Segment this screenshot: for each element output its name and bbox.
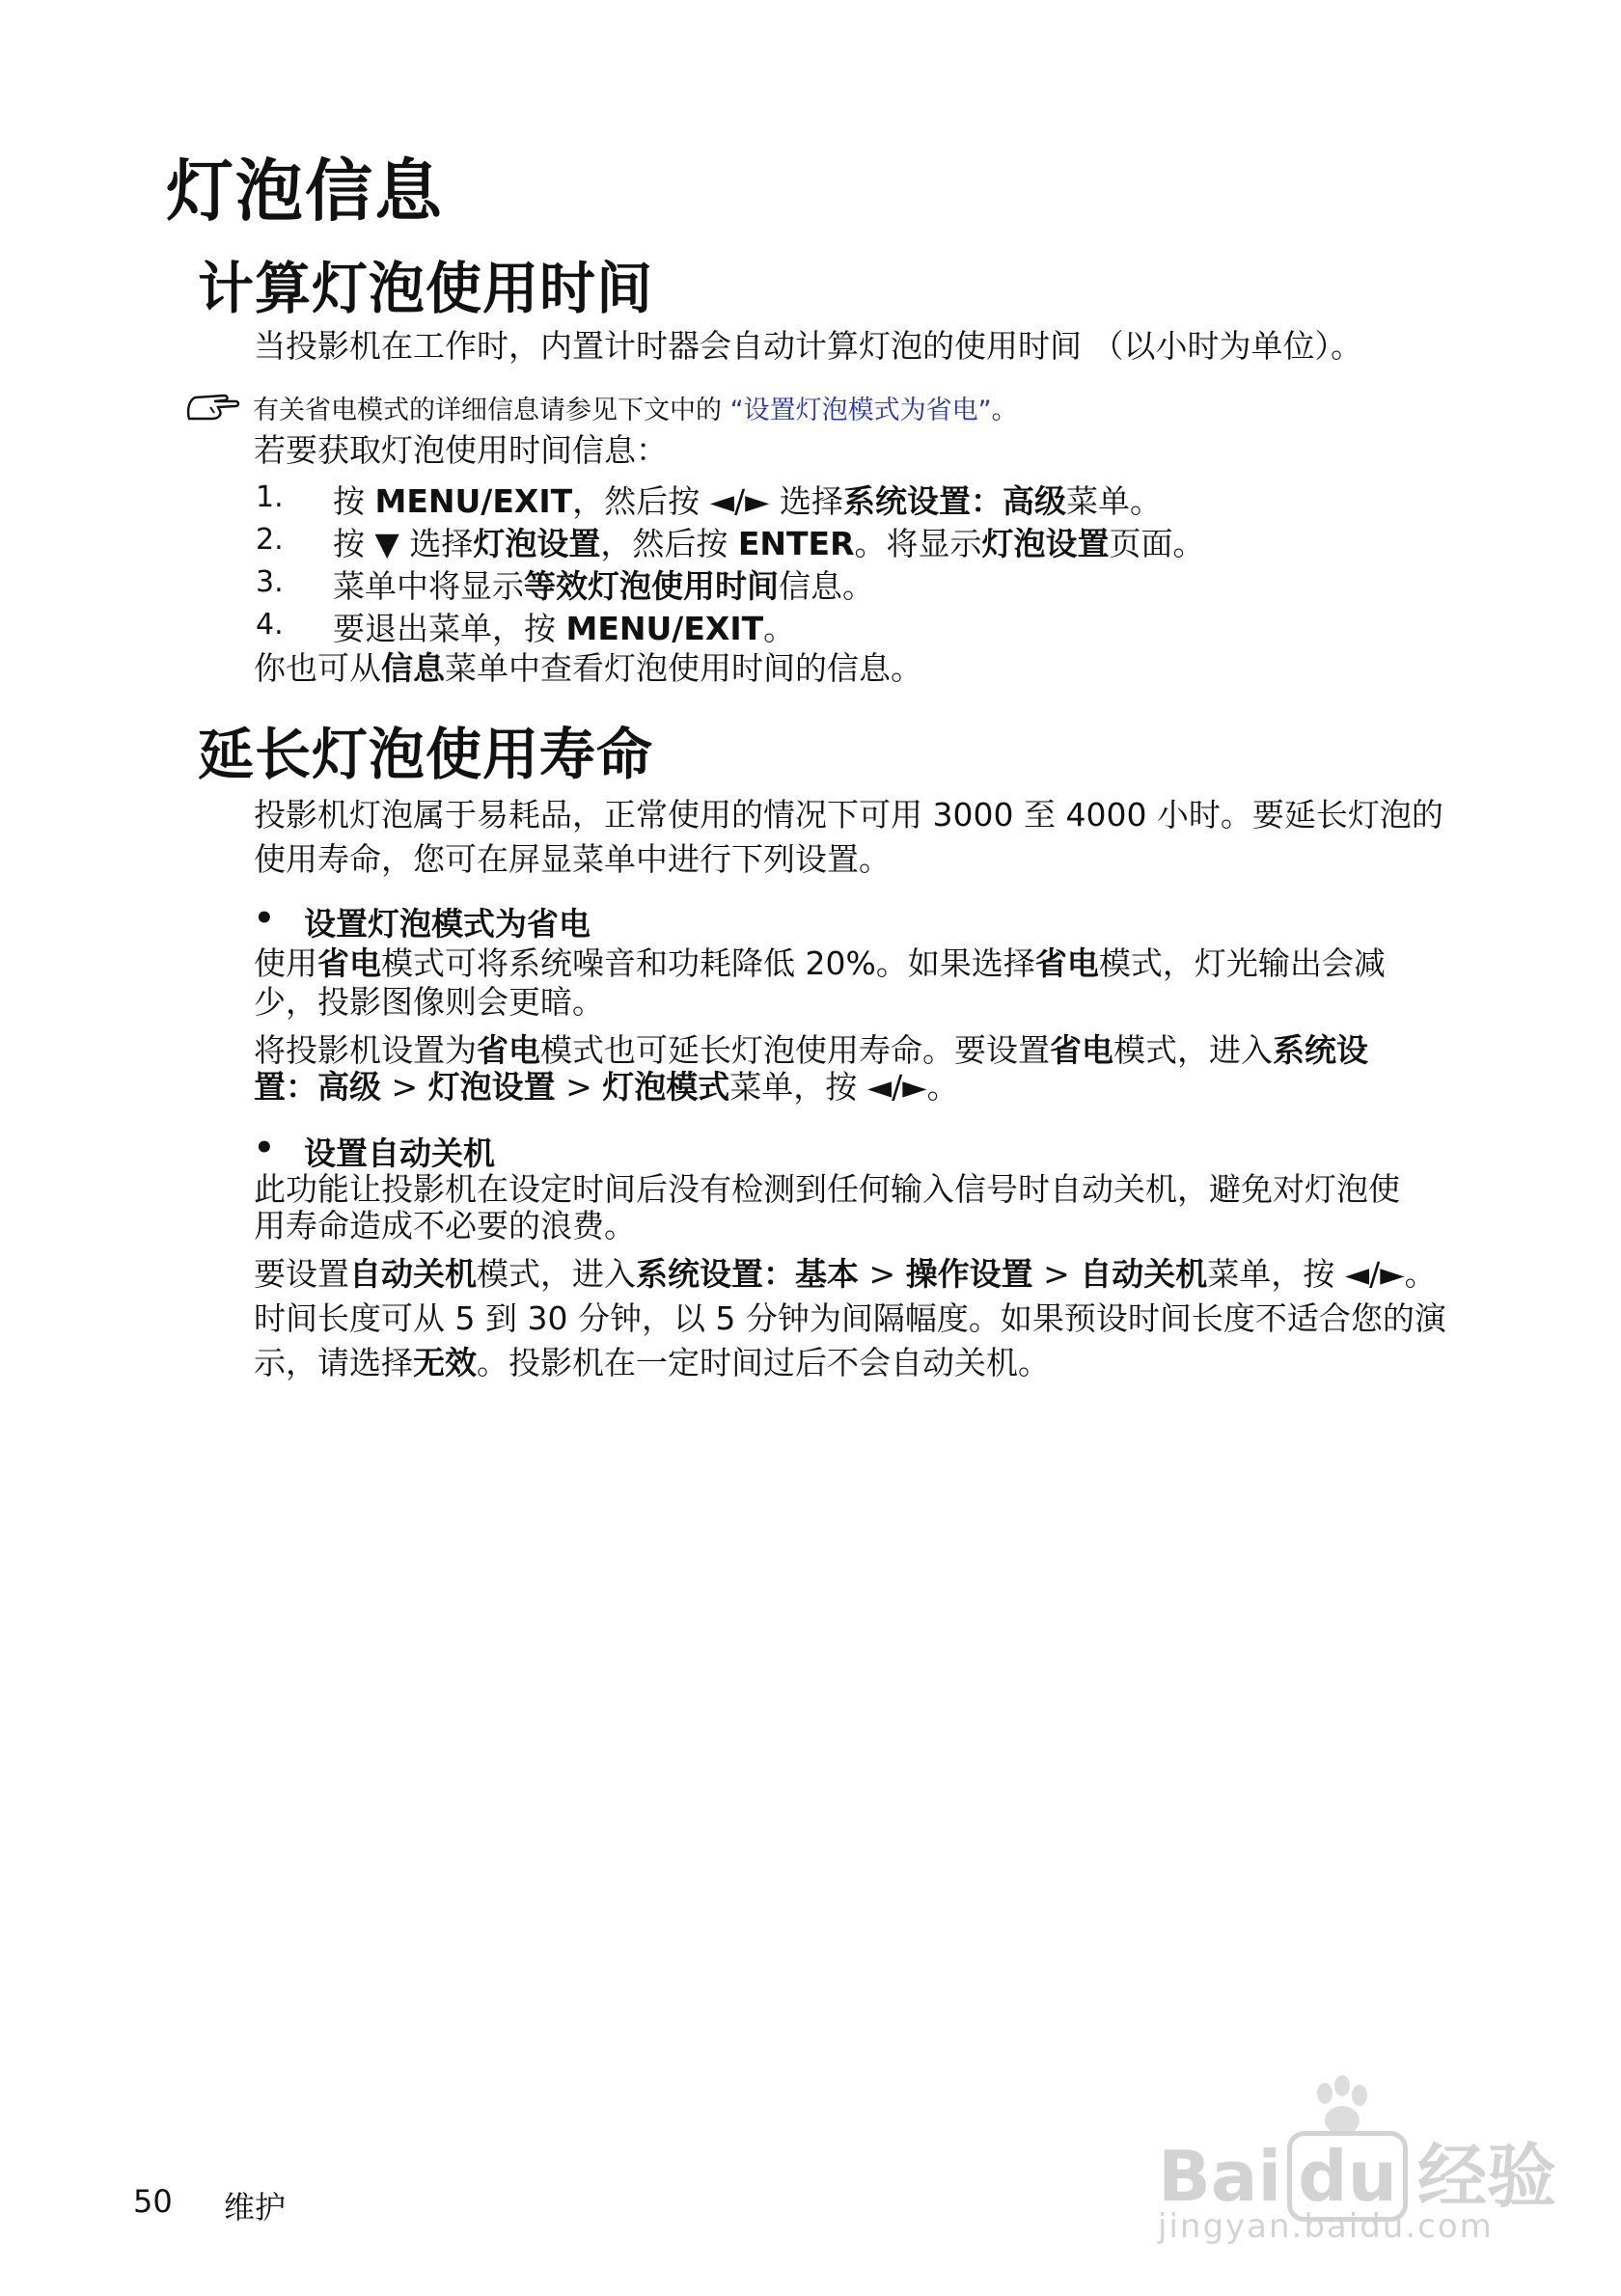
bullet: •	[254, 1129, 275, 1167]
bold-text: 信息	[381, 649, 445, 687]
footer-section: 维护	[224, 2189, 287, 2226]
note-link-eco-mode[interactable]: “设置灯泡模式为省电”	[729, 396, 992, 425]
step-bold: MENU/EXIT	[565, 610, 764, 647]
eco-paragraph2-line2	[254, 1065, 959, 1109]
step-number: 1.	[256, 480, 284, 514]
text: 模式可将系统噪音和功耗降低 20%。如果选择	[381, 944, 1035, 982]
bold-text: 省电	[317, 944, 381, 982]
step-bold: ENTER	[737, 525, 855, 562]
step-text: 按	[333, 482, 375, 520]
bold-text: 省电	[477, 1031, 540, 1069]
auto-off-paragraph-line1: 此功能让投影机在设定时间后没有检测到任何输入信号时自动关机，避免对灯泡使	[254, 1170, 1400, 1208]
text: 菜单，按 ◄/►。	[1207, 1255, 1437, 1293]
bold-text: 系统设置：基本	[636, 1255, 859, 1293]
step-text: 信息。	[779, 567, 874, 605]
bold-text: 自动关机	[1080, 1255, 1208, 1293]
bold-text: 置：高级	[254, 1068, 381, 1106]
baidu-watermark	[1158, 2074, 1582, 2248]
bullet: •	[254, 899, 275, 938]
step-text: 按 ▼ 选择	[333, 525, 474, 562]
text: >	[381, 1068, 428, 1106]
step-text: 要退出菜单，按	[333, 610, 566, 647]
step-text: 菜单。	[1065, 482, 1162, 520]
step-text: 。将显示	[854, 525, 982, 562]
steps-lead: 若要获取灯泡使用时间信息：	[254, 431, 668, 469]
step-bold: MENU/EXIT	[374, 482, 573, 520]
step-1	[333, 477, 1162, 522]
brand-suffix: 经验	[1416, 2136, 1556, 2217]
bold-text: 操作设置	[905, 1255, 1033, 1293]
text: 模式，灯光输出会减	[1098, 944, 1386, 982]
bullet-title-eco-mode: 设置灯泡模式为省电	[304, 905, 591, 943]
bold-text: 灯泡设置	[427, 1068, 556, 1106]
watermark-brand	[1158, 2120, 1556, 2221]
bold-text: 省电	[1034, 944, 1099, 982]
step-number: 2.	[256, 523, 284, 557]
step-bold: 等效灯泡使用时间	[524, 567, 779, 605]
bold-text: 自动关机	[349, 1255, 477, 1293]
section2-intro-line1: 投影机灯泡属于易耗品，正常使用的情况下可用 3000 至 4000 小时。要延长灯泡的	[254, 796, 1443, 834]
section-heading-extend-lamp-life: 延长灯泡使用寿命	[198, 722, 654, 787]
step-3	[333, 561, 874, 607]
eco-paragraph-line2: 少，投影图像则会更暗。	[254, 983, 604, 1021]
text: 将投影机设置为	[254, 1031, 477, 1069]
brand-text-2: du	[1287, 2131, 1408, 2222]
step-text: 菜单中将显示	[333, 567, 524, 605]
page-number: 50	[133, 2183, 173, 2220]
auto-off-paragraph2-line1	[254, 1252, 1437, 1297]
step-text: 页面。	[1109, 525, 1205, 562]
note-pre: 有关省电模式的详细信息请参见下文中的	[253, 396, 730, 425]
step-number: 4.	[256, 608, 284, 642]
text: 。投影机在一定时间过后不会自动关机。	[477, 1344, 1050, 1381]
text: 菜单，按 ◄/►。	[729, 1068, 959, 1106]
text: 模式，进入	[1113, 1031, 1273, 1069]
pointing-hand-icon	[185, 390, 245, 426]
text: 模式也可延长灯泡使用寿命。要设置	[540, 1031, 1050, 1069]
bold-text: 系统设	[1273, 1031, 1368, 1069]
brand-text: Bai	[1158, 2136, 1282, 2217]
text: >	[859, 1255, 906, 1293]
step-bold: 系统设置：高级	[842, 482, 1066, 520]
text: >	[555, 1068, 603, 1106]
text: 模式，进入	[477, 1255, 636, 1293]
bold-text: 省电	[1050, 1031, 1113, 1069]
text: 要设置	[254, 1255, 349, 1293]
page-title: 灯泡信息	[166, 151, 444, 231]
bullet-title-auto-off: 设置自动关机	[304, 1134, 495, 1172]
step-text: ，然后按	[600, 525, 738, 562]
step-2	[333, 519, 1204, 564]
note-text	[253, 389, 1018, 426]
watermark-url: jingyan.baidu.com	[1158, 2207, 1494, 2246]
bold-text: 灯泡模式	[602, 1068, 730, 1106]
text: 使用	[254, 944, 317, 982]
note-post: 。	[991, 396, 1018, 425]
section-heading-lamp-hours: 计算灯泡使用时间	[198, 256, 654, 321]
step-text: ，然后按 ◄/► 选择	[572, 482, 843, 520]
step-4	[333, 604, 795, 649]
section2-intro-line2: 使用寿命，您可在屏显菜单中进行下列设置。	[254, 840, 891, 878]
text: 菜单中查看灯泡使用时间的信息。	[445, 649, 922, 687]
auto-off-paragraph-line2: 用寿命造成不必要的浪费。	[254, 1207, 636, 1244]
auto-off-paragraph2-line3	[254, 1341, 1050, 1385]
step-text: 。	[763, 610, 796, 647]
section1-intro: 当投影机在工作时，内置计时器会自动计算灯泡的使用时间 （以小时为单位）。	[254, 327, 1362, 365]
text: >	[1032, 1255, 1081, 1293]
text: 示，请选择	[254, 1344, 413, 1381]
step-bold: 灯泡设置	[473, 525, 601, 562]
text: 你也可从	[254, 649, 381, 687]
info-menu-note	[254, 646, 922, 691]
step-bold: 灯泡设置	[981, 525, 1110, 562]
auto-off-paragraph2-line2: 时间长度可从 5 到 30 分钟，以 5 分钟为间隔幅度。如果预设时间长度不适合您的演	[254, 1299, 1446, 1337]
bold-text: 无效	[413, 1344, 477, 1381]
step-number: 3.	[256, 565, 284, 599]
